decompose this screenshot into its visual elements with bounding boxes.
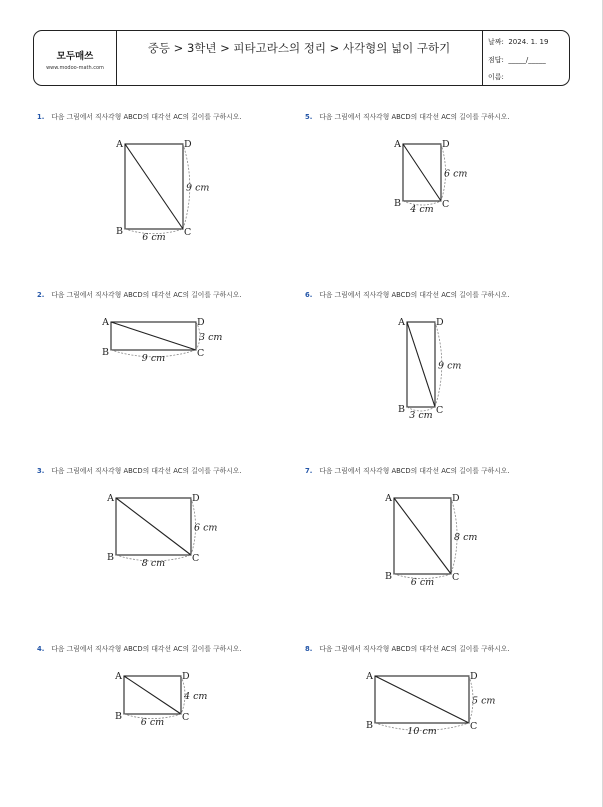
vertex-label-c: C	[436, 405, 444, 416]
vertex-label-d: D	[442, 139, 450, 150]
vertex-label-b: B	[107, 552, 114, 563]
problem-number: 4.	[37, 645, 45, 653]
vertex-label-d: D	[436, 317, 444, 328]
name-label: 이름:	[488, 73, 504, 81]
problem-number: 5.	[305, 113, 313, 121]
width-label: 6 cm	[140, 717, 165, 728]
height-label: 6 cm	[194, 522, 218, 534]
height-label: 6 cm	[444, 168, 468, 180]
vertex-label-d: D	[452, 493, 460, 504]
vertex-label-d: D	[192, 493, 200, 504]
score-value: _____/_____	[508, 56, 546, 64]
vertex-label-b: B	[115, 711, 122, 722]
vertex-label-c: C	[197, 348, 205, 359]
height-label: 9 cm	[186, 182, 210, 194]
vertex-label-b: B	[366, 720, 373, 731]
problem-text: 다음 그림에서 직사각형 ABCD의 대각선 AC의 길이를 구하시오.	[319, 467, 510, 475]
logo-name: 모두매쓰	[56, 51, 94, 62]
diagonal-ac	[407, 322, 435, 407]
diagonal-ac	[116, 498, 191, 555]
vertex-label-c: C	[182, 712, 190, 723]
problem-number: 2.	[37, 291, 45, 299]
vertex-label-a: A	[107, 493, 114, 504]
problem-number: 3.	[37, 467, 45, 475]
date-value: 2024. 1. 19	[508, 38, 549, 46]
vertex-label-a: A	[102, 317, 109, 328]
vertex-label-a: A	[385, 493, 392, 504]
width-label: 4 cm	[410, 204, 434, 215]
vertex-label-d: D	[197, 317, 205, 328]
vertex-label-c: C	[184, 227, 192, 238]
diagonal-ac	[403, 144, 441, 201]
width-label: 6 cm	[410, 577, 435, 588]
vertex-label-d: D	[184, 139, 192, 150]
vertex-label-b: B	[398, 404, 405, 415]
diagonal-ac	[111, 322, 196, 350]
diagonal-ac	[394, 498, 451, 574]
vertex-label-a: A	[116, 139, 123, 150]
vertex-label-b: B	[394, 198, 401, 209]
height-label: 9 cm	[438, 360, 462, 372]
problem-text: 다음 그림에서 직사각형 ABCD의 대각선 AC의 길이를 구하시오.	[51, 291, 242, 299]
problem-number: 1.	[37, 113, 45, 121]
width-label: 8 cm	[141, 558, 166, 569]
vertex-label-a: A	[398, 317, 405, 328]
width-label: 6 cm	[142, 232, 166, 243]
problem-text: 다음 그림에서 직사각형 ABCD의 대각선 AC의 길이를 구하시오.	[319, 291, 510, 299]
height-label: 8 cm	[454, 532, 478, 543]
height-label: 4 cm	[184, 691, 208, 702]
vertex-label-c: C	[192, 553, 200, 564]
vertex-label-b: B	[116, 226, 123, 237]
vertex-label-d: D	[470, 671, 478, 682]
problem-text: 다음 그림에서 직사각형 ABCD의 대각선 AC의 길이를 구하시오.	[51, 467, 242, 475]
score-label: 점답:	[488, 56, 504, 64]
problem-text: 다음 그림에서 직사각형 ABCD의 대각선 AC의 길이를 구하시오.	[319, 113, 510, 121]
diagonal-ac	[375, 676, 469, 723]
problem-number: 6.	[305, 291, 313, 299]
diagonal-ac	[125, 144, 183, 229]
problem-text: 다음 그림에서 직사각형 ABCD의 대각선 AC의 길이를 구하시오.	[51, 645, 242, 653]
height-label: 5 cm	[472, 695, 496, 707]
vertex-label-c: C	[452, 572, 460, 583]
vertex-label-d: D	[182, 671, 190, 682]
width-label: 3 cm	[409, 410, 433, 421]
diagonal-ac	[124, 676, 181, 714]
vertex-label-b: B	[102, 347, 109, 358]
problem-number: 8.	[305, 645, 313, 653]
vertex-label-b: B	[385, 571, 392, 582]
problem-number: 7.	[305, 467, 313, 475]
problem-text: 다음 그림에서 직사각형 ABCD의 대각선 AC의 길이를 구하시오.	[51, 113, 242, 121]
vertex-label-a: A	[366, 671, 373, 682]
vertex-label-a: A	[115, 671, 122, 682]
width-label: 10 cm	[407, 726, 437, 737]
vertex-label-a: A	[394, 139, 401, 150]
vertex-label-c: C	[442, 199, 450, 210]
logo-url: www.modoo-math.com	[46, 65, 104, 71]
height-label: 3 cm	[199, 332, 223, 343]
problem-text: 다음 그림에서 직사각형 ABCD의 대각선 AC의 길이를 구하시오.	[319, 645, 510, 653]
vertex-label-c: C	[470, 721, 478, 732]
date-label: 날짜:	[488, 38, 504, 46]
page-title: 중등 > 3학년 > 피타고라스의 정리 > 사각형의 넓이 구하기	[147, 41, 451, 55]
width-label: 9 cm	[141, 353, 166, 364]
